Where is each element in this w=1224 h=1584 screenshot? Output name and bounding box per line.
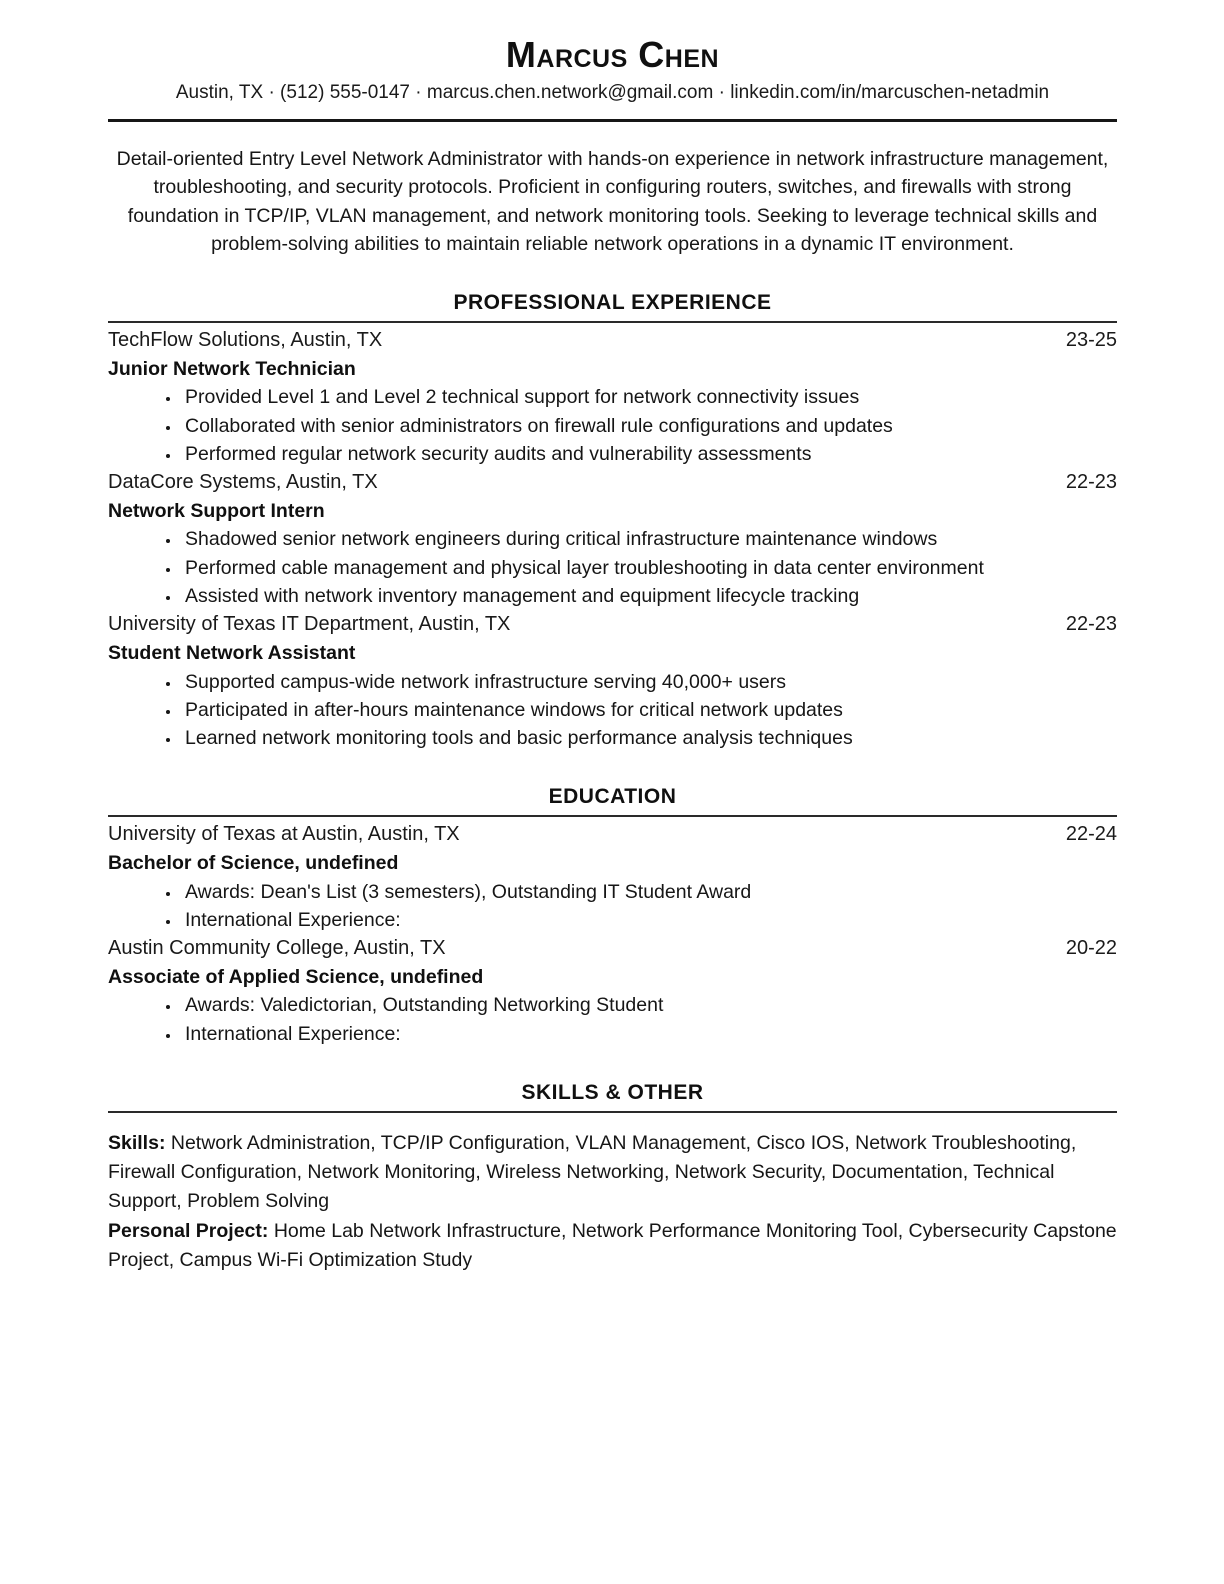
section-education: [108, 785, 1117, 1048]
bullet-item: • Supported campus-wide network infrastructure serving 40,000+ users: [181, 668, 1117, 696]
bullet-item: • International Experience:: [181, 1020, 1117, 1048]
school-name: Austin Community College, Austin, TX: [108, 937, 446, 960]
bullet-item: • Awards: Dean's List (3 semesters), Outstanding IT Student Award: [181, 878, 1117, 906]
bullet-item: • Awards: Valedictorian, Outstanding Networking Student: [181, 991, 1117, 1019]
bullet-list: [108, 878, 1117, 935]
bullet-item: • International Experience:: [181, 906, 1117, 934]
org-name: University of Texas IT Department, Austin, TX: [108, 613, 511, 636]
bullet-item: • Shadowed senior network engineers during critical infrastructure maintenance windows: [181, 525, 1117, 553]
degree-title: Bachelor of Science, undefined: [108, 852, 399, 875]
education-entry-acc: [108, 934, 1117, 1048]
entry-dates: 20-22: [1065, 937, 1117, 960]
summary-paragraph: Detail-oriented Entry Level Network Administrator with hands-on experience in network infrastructure management, troubleshooting, and security protocols. Proficient in configuring routers, switches, and firewalls with strong foundation in TCP/IP, VLAN management, and network monitoring tools. Seeking to leverage technical skills and problem-solving abilities to maintain reliable network operations in a dynamic IT environment.: [116, 148, 1109, 255]
entry-header: [108, 934, 1117, 963]
entry-dates: 23-25: [1065, 329, 1117, 352]
experience-section-body: [108, 323, 1117, 752]
entry-header: [108, 326, 1117, 355]
header-divider: [108, 119, 1117, 122]
experience-entry-ut-it: [108, 610, 1117, 752]
education-entry-ut-austin: [108, 820, 1117, 934]
bullet-list: [108, 668, 1117, 753]
entry-header: [108, 610, 1117, 639]
entry-dates: 22-24: [1065, 823, 1117, 846]
school-name: University of Texas at Austin, Austin, TX: [108, 823, 460, 846]
section-skills: [108, 1081, 1117, 1275]
bullet-item: • Assisted with network inventory management and equipment lifecycle tracking: [181, 582, 1117, 610]
org-name: DataCore Systems, Austin, TX: [108, 471, 378, 494]
bullet-list: [108, 383, 1117, 468]
bullet-list: [108, 525, 1117, 610]
bullet-item: • Collaborated with senior administrators on firewall rule configurations and updates: [181, 412, 1117, 440]
skills-section-body: [108, 1113, 1117, 1275]
entry-header: [108, 820, 1117, 849]
skills-line: [108, 1129, 1117, 1217]
experience-entry-techflow: [108, 326, 1117, 468]
bullet-item: • Learned network monitoring tools and basic performance analysis techniques: [181, 724, 1117, 752]
bullet-item: • Provided Level 1 and Level 2 technical support for network connectivity issues: [181, 383, 1117, 411]
degree-title: Associate of Applied Science, undefined: [108, 966, 484, 989]
experience-section-title: PROFESSIONAL EXPERIENCE: [108, 291, 1117, 323]
candidate-name: Marcus Chen: [505, 34, 720, 75]
education-section-title: EDUCATION: [108, 785, 1117, 817]
contact-line: Austin, TX · (512) 555-0147 · marcus.chen.network@gmail.com · linkedin.com/in/marcuschen-netadmin: [175, 82, 1050, 104]
role-title: Network Support Intern: [108, 500, 325, 523]
personal-project-text: Home Lab Network Infrastructure, Network Performance Monitoring Tool, Cybersecurity Capstone Project, Campus Wi-Fi Optimization Study: [108, 1219, 1117, 1271]
education-section-body: [108, 817, 1117, 1048]
bullet-item: • Participated in after-hours maintenance windows for critical network updates: [181, 696, 1117, 724]
bullet-list: [108, 991, 1117, 1048]
role-title: Student Network Assistant: [108, 642, 356, 665]
personal-project-line: [108, 1217, 1117, 1276]
entry-header: [108, 468, 1117, 497]
bullet-item: • Performed cable management and physical layer troubleshooting in data center environment: [181, 554, 1117, 582]
skills-text: Network Administration, TCP/IP Configuration, VLAN Management, Cisco IOS, Network Troubleshooting, Firewall Configuration, Network Monitoring, Wireless Networking, Network Security, Documentation, Technical Support, Problem Solving: [108, 1131, 1077, 1213]
entry-dates: 22-23: [1065, 613, 1117, 636]
section-experience: [108, 291, 1117, 752]
skills-section-title: SKILLS & OTHER: [108, 1081, 1117, 1113]
experience-entry-datacore: [108, 468, 1117, 610]
role-title: Junior Network Technician: [108, 358, 356, 381]
bullet-item: • Performed regular network security audits and vulnerability assessments: [181, 440, 1117, 468]
skills-label: Skills:: [108, 1131, 166, 1154]
org-name: TechFlow Solutions, Austin, TX: [108, 329, 383, 352]
resume-header: [108, 34, 1117, 122]
personal-project-label: Personal Project:: [108, 1219, 269, 1242]
entry-dates: 22-23: [1065, 471, 1117, 494]
